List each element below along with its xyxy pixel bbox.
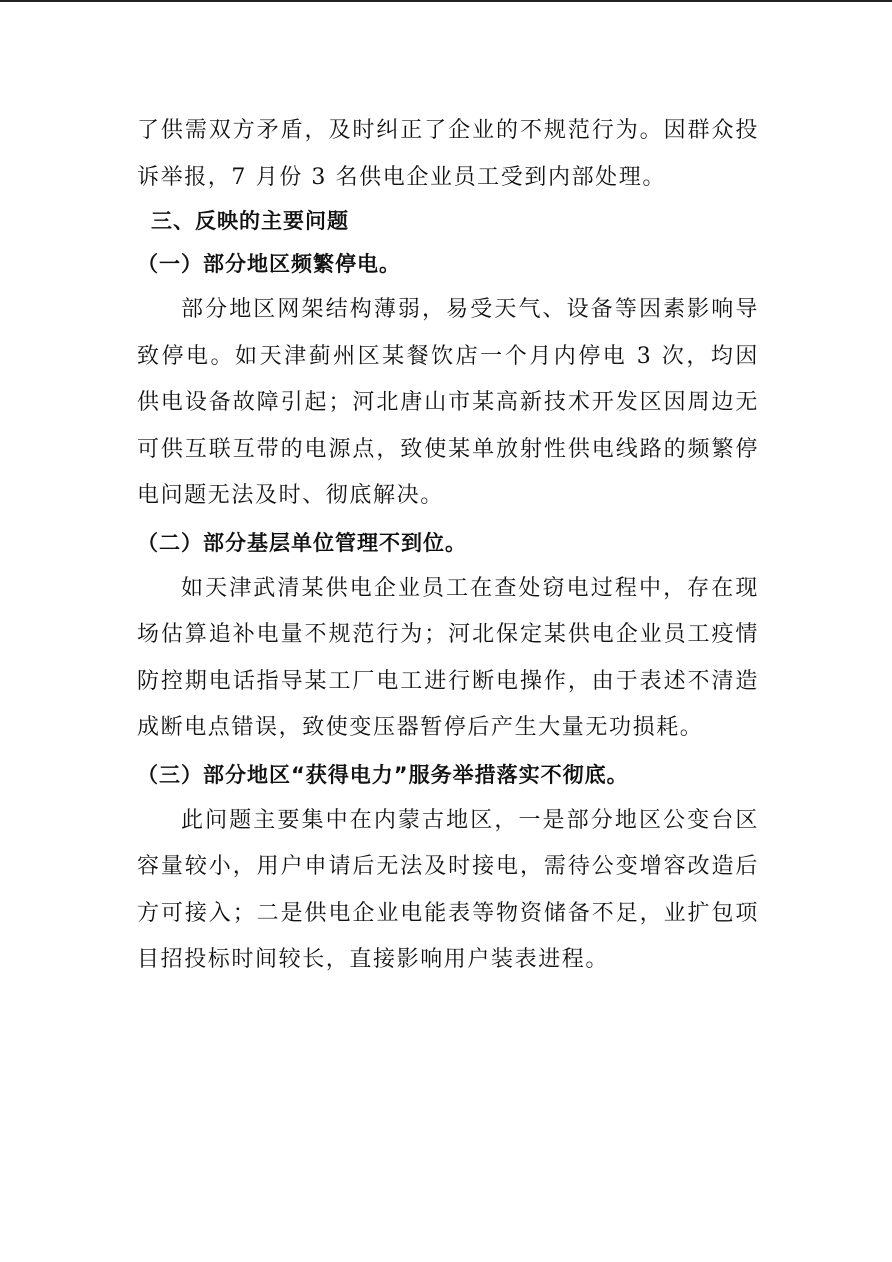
continuation-paragraph: 了供需双方矛盾，及时纠正了企业的不规范行为。因群众投诉举报，7 月份 3 名供电企业员工受到内部处理。 [137, 118, 759, 190]
subsection-body-3: 此问题主要集中在内蒙古地区，一是部分地区公变台区容量较小，用户申请后无法及时接电，需待公变增容改造后方可接入；二是供电企业电能表等物资储备不足，业扩包项目招投标时间较长，直接影响用户装表进程。 [137, 807, 759, 972]
subsection-body-1: 部分地区网架结构薄弱，易受天气、设备等因素影响导致停电。如天津蓟州区某餐饮店一个月内停电 3 次，均因供电设备故障引起；河北唐山市某高新技术开发区因周边无可供互联互带的电源点，致使某单放射性供电线路的频繁停电问题无法及时、彻底解决。 [137, 297, 759, 508]
section-heading: 三、反映的主要问题 [151, 209, 349, 233]
subsection-heading-2: （二）部分基层单位管理不到位。 [137, 530, 467, 555]
subsection-heading-1: （一）部分地区频繁停电。 [137, 252, 401, 276]
subsection-heading-3: （三）部分地区“获得电力”服务举措落实不彻底。 [137, 762, 629, 787]
document-page [137, 108, 759, 984]
subsection-body-2: 如天津武清某供电企业员工在查处窃电过程中，存在现场估算追补电量不规范行为；河北保定某供电企业员工疫情防控期电话指导某工厂电工进行断电操作，由于表述不清造成断电点错误，致使变压器暂停后产生大量无功损耗。 [137, 575, 759, 740]
top-border-line [0, 0, 892, 2]
